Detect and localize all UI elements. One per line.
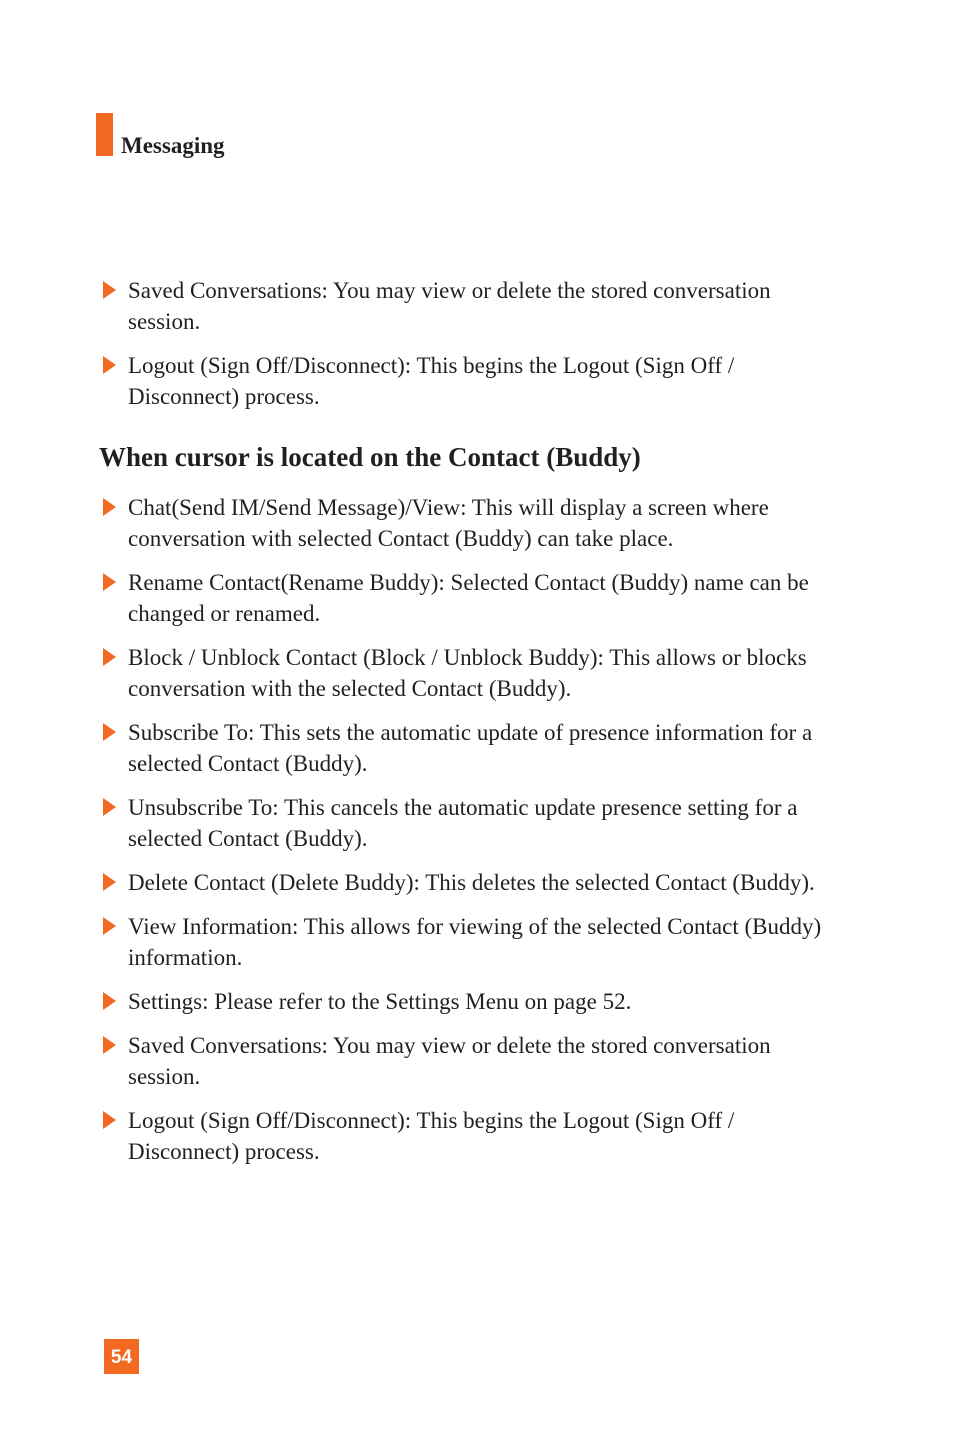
list-item-text: Block / Unblock Contact (Block / Unblock Buddy): This allows or blocks conversation with the selected Contact (Buddy). — [128, 645, 807, 701]
list-item — [99, 492, 835, 554]
list-item-text: Logout (Sign Off/Disconnect): This begins the Logout (Sign Off / Disconnect) process. — [128, 1108, 735, 1164]
list-item-text: Settings: Please refer to the Settings Menu on page 52. — [128, 989, 632, 1014]
list-item-text: Logout (Sign Off/Disconnect): This begins the Logout (Sign Off / Disconnect) process. — [128, 353, 735, 409]
bullet-list-top — [99, 275, 835, 425]
page-header-title: Messaging — [121, 133, 225, 158]
triangle-bullet-icon — [103, 356, 116, 374]
list-item — [99, 275, 835, 337]
list-item — [99, 792, 835, 854]
list-item — [99, 717, 835, 779]
list-item-text: View Information: This allows for viewing of the selected Contact (Buddy) information. — [128, 914, 822, 970]
list-item-text: Saved Conversations: You may view or delete the stored conversation session. — [128, 1033, 771, 1089]
list-item-text: Subscribe To: This sets the automatic update of presence information for a selected Contact (Buddy). — [128, 720, 813, 776]
list-item — [99, 642, 835, 704]
list-item-text: Unsubscribe To: This cancels the automatic update presence setting for a selected Contact (Buddy). — [128, 795, 798, 851]
list-item — [99, 986, 835, 1017]
triangle-bullet-icon — [103, 992, 116, 1010]
list-item-text: Chat(Send IM/Send Message)/View: This will display a screen where conversation with selected Contact (Buddy) can take place. — [128, 495, 769, 551]
page-number: 54 — [104, 1339, 139, 1374]
triangle-bullet-icon — [103, 573, 116, 591]
triangle-bullet-icon — [103, 648, 116, 666]
triangle-bullet-icon — [103, 1111, 116, 1129]
list-item — [99, 350, 835, 412]
section-heading: When cursor is located on the Contact (Buddy) — [99, 442, 641, 472]
triangle-bullet-icon — [103, 917, 116, 935]
bullet-list-contact — [99, 492, 835, 1180]
list-item — [99, 1030, 835, 1092]
list-item — [99, 867, 835, 898]
list-item-text: Delete Contact (Delete Buddy): This deletes the selected Contact (Buddy). — [128, 870, 815, 895]
list-item-text: Saved Conversations: You may view or delete the stored conversation session. — [128, 278, 771, 334]
list-item — [99, 911, 835, 973]
list-item-text: Rename Contact(Rename Buddy): Selected Contact (Buddy) name can be changed or renamed. — [128, 570, 809, 626]
header-accent-bar — [96, 113, 113, 156]
triangle-bullet-icon — [103, 1036, 116, 1054]
triangle-bullet-icon — [103, 498, 116, 516]
triangle-bullet-icon — [103, 798, 116, 816]
triangle-bullet-icon — [103, 723, 116, 741]
triangle-bullet-icon — [103, 873, 116, 891]
triangle-bullet-icon — [103, 281, 116, 299]
list-item — [99, 1105, 835, 1167]
list-item — [99, 567, 835, 629]
